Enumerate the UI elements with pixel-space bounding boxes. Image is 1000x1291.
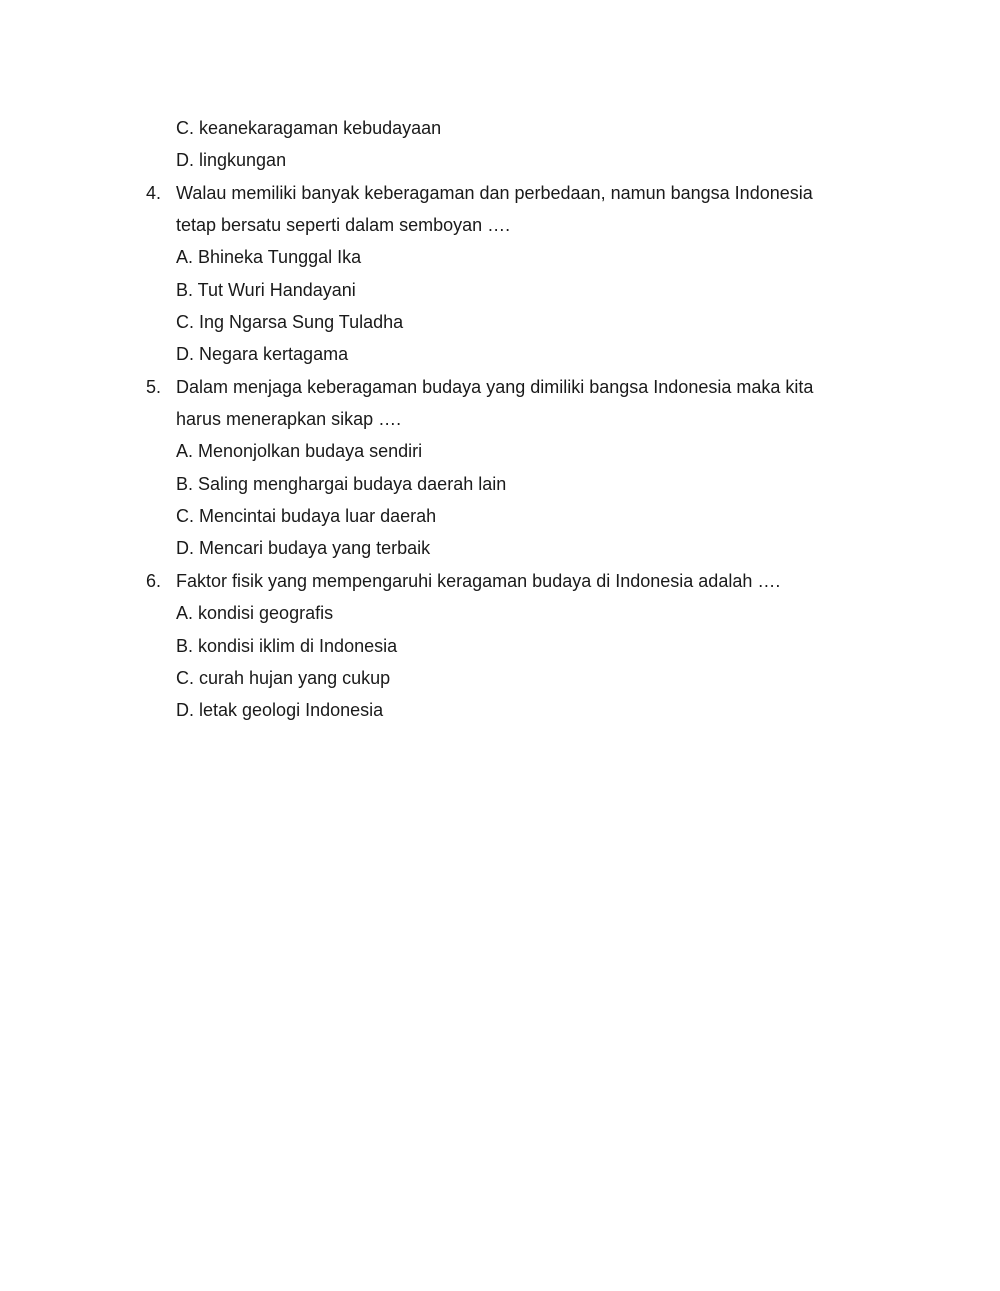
question-5-number: 5.: [146, 377, 162, 397]
question-4-number: 4.: [146, 183, 162, 203]
option-4b[interactable]: B. Tut Wuri Handayani: [176, 280, 356, 300]
option-6c[interactable]: C. curah hujan yang cukup: [176, 668, 391, 688]
question-6-number: 6.: [146, 571, 162, 591]
question-6-text-line-1: Faktor fisik yang mempengaruhi keragaman budaya di Indonesia adalah ….: [176, 571, 781, 591]
option-6b[interactable]: B. kondisi iklim di Indonesia: [176, 636, 398, 656]
option-3d[interactable]: D. lingkungan: [176, 150, 287, 170]
option-4c[interactable]: C. Ing Ngarsa Sung Tuladha: [176, 312, 404, 332]
option-6a[interactable]: A. kondisi geografis: [176, 603, 334, 623]
option-5b[interactable]: B. Saling menghargai budaya daerah lain: [176, 474, 507, 494]
question-5-text-line-1: Dalam menjaga keberagaman budaya yang dimiliki bangsa Indonesia maka kita: [176, 377, 814, 397]
option-4a[interactable]: A. Bhineka Tunggal Ika: [176, 247, 362, 267]
question-4-text-line-1: Walau memiliki banyak keberagaman dan perbedaan, namun bangsa Indonesia: [176, 183, 813, 203]
option-3c[interactable]: C. keanekaragaman kebudayaan: [176, 118, 442, 138]
option-5d[interactable]: D. Mencari budaya yang terbaik: [176, 538, 431, 558]
question-4-text-line-2: tetap bersatu seperti dalam semboyan ….: [176, 215, 511, 235]
option-5a[interactable]: A. Menonjolkan budaya sendiri: [176, 441, 423, 461]
option-6d[interactable]: D. letak geologi Indonesia: [176, 700, 384, 720]
option-5c[interactable]: C. Mencintai budaya luar daerah: [176, 506, 437, 526]
question-5-text-line-2: harus menerapkan sikap ….: [176, 409, 402, 429]
option-4d[interactable]: D. Negara kertagama: [176, 344, 349, 364]
